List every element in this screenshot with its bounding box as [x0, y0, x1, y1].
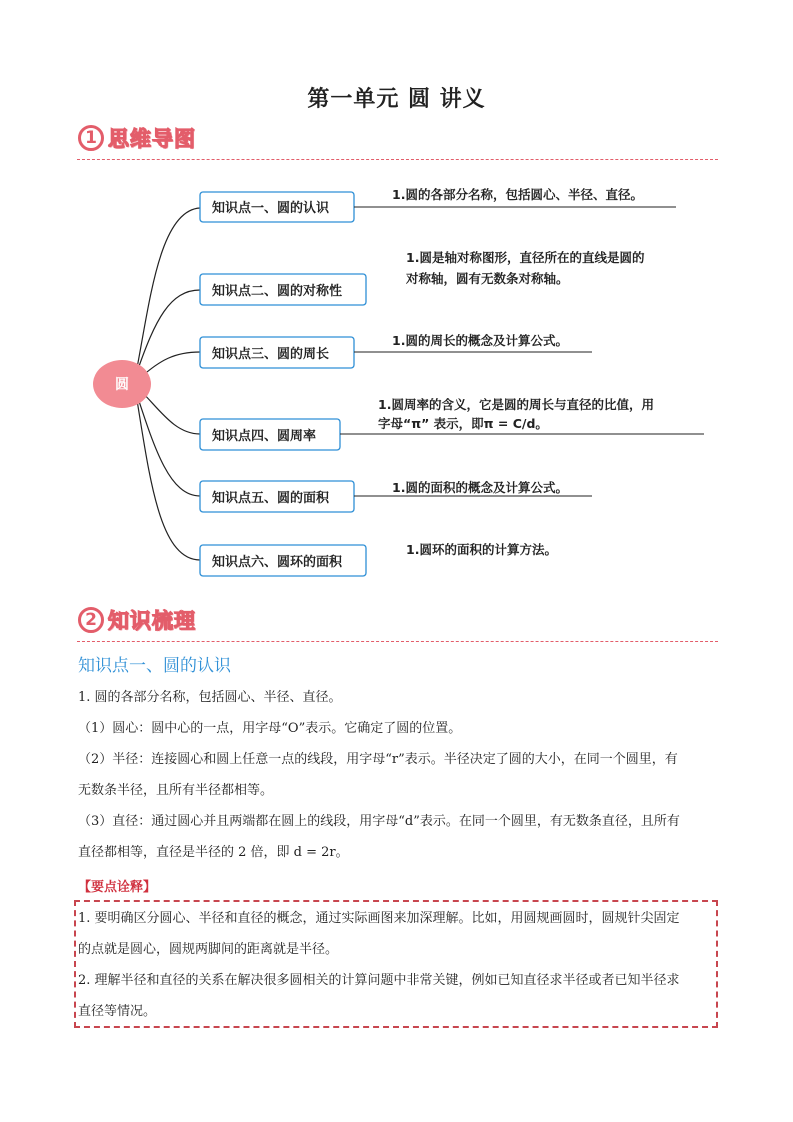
note-paragraph: 直径等情况。 — [78, 1004, 157, 1019]
mind-map-node-6 — [200, 542, 557, 576]
center-node-label: 圆 — [115, 377, 129, 393]
note-paragraph: 1. 要明确区分圆心、半径和直径的概念，通过实际画图来加深理解。比如，用圆规画圆时，圆规针尖固定 — [78, 911, 680, 926]
mind-map-node-3 — [200, 333, 592, 368]
paragraph: （3）直径：通过圆心并且两端都在圆上的线段，用字母“d”表示。在同一个圆里，有无数条直径，且所有 — [78, 814, 680, 829]
section-title: 思维导图 — [108, 127, 196, 151]
note-label: 【要点诠释】 — [78, 880, 157, 895]
node-description: 1.圆是轴对称图形，直径所在的直线是圆的 — [406, 250, 645, 265]
page-title: 第一单元 圆 讲义 — [307, 87, 486, 112]
node-label: 知识点四、圆周率 — [212, 429, 317, 444]
note-paragraph: 2. 理解半径和直径的关系在解决很多圆相关的计算问题中非常关键，例如已知直径求半径或者已知半径求 — [78, 973, 680, 988]
node-label: 知识点一、圆的认识 — [212, 201, 330, 216]
mind-map-node-1 — [200, 187, 676, 222]
section-header-knowledge — [78, 604, 196, 636]
section-divider — [77, 641, 718, 642]
knowledge-point-title: 知识点一、圆的认识 — [78, 656, 231, 676]
section-title: 知识梳理 — [108, 609, 196, 633]
node-description: 1.圆周率的含义，它是圆的周长与直径的比值，用 — [378, 397, 654, 412]
paragraph: （2）半径：连接圆心和圆上任意一点的线段，用字母“r”表示。半径决定了圆的大小，在同一个圆里，有 — [78, 752, 678, 767]
node-description: 1.圆的周长的概念及计算公式。 — [392, 333, 568, 348]
node-description: 对称轴，圆有无数条对称轴。 — [406, 271, 569, 286]
node-description: 1.圆的面积的概念及计算公式。 — [392, 480, 568, 495]
node-label: 知识点二、圆的对称性 — [212, 284, 343, 299]
node-description: 1.圆的各部分名称，包括圆心、半径、直径。 — [392, 187, 643, 202]
node-label: 知识点五、圆的面积 — [212, 491, 330, 506]
node-description: 1.圆环的面积的计算方法。 — [406, 542, 557, 557]
mind-map-node-5 — [200, 480, 592, 512]
paragraph: 无数条半径，且所有半径都相等。 — [78, 783, 274, 798]
node-label: 知识点三、圆的周长 — [212, 347, 330, 362]
node-label: 知识点六、圆环的面积 — [212, 555, 343, 570]
node-description: 字母“π” 表示，即π = C/d。 — [378, 416, 548, 431]
section-number-badge: 1 — [78, 125, 104, 151]
section-number-badge: 2 — [78, 607, 104, 633]
mind-map-node-2 — [200, 250, 645, 305]
paragraph: （1）圆心：圆中心的一点，用字母“O”表示。它确定了圆的位置。 — [78, 721, 462, 736]
paragraph: 1. 圆的各部分名称，包括圆心、半径、直径。 — [78, 690, 342, 705]
paragraph: 直径都相等，直径是半径的 2 倍，即 d = 2r。 — [78, 845, 349, 860]
mind-map-node-4 — [200, 397, 704, 450]
note-paragraph: 的点就是圆心，圆规两脚间的距离就是半径。 — [78, 942, 339, 957]
